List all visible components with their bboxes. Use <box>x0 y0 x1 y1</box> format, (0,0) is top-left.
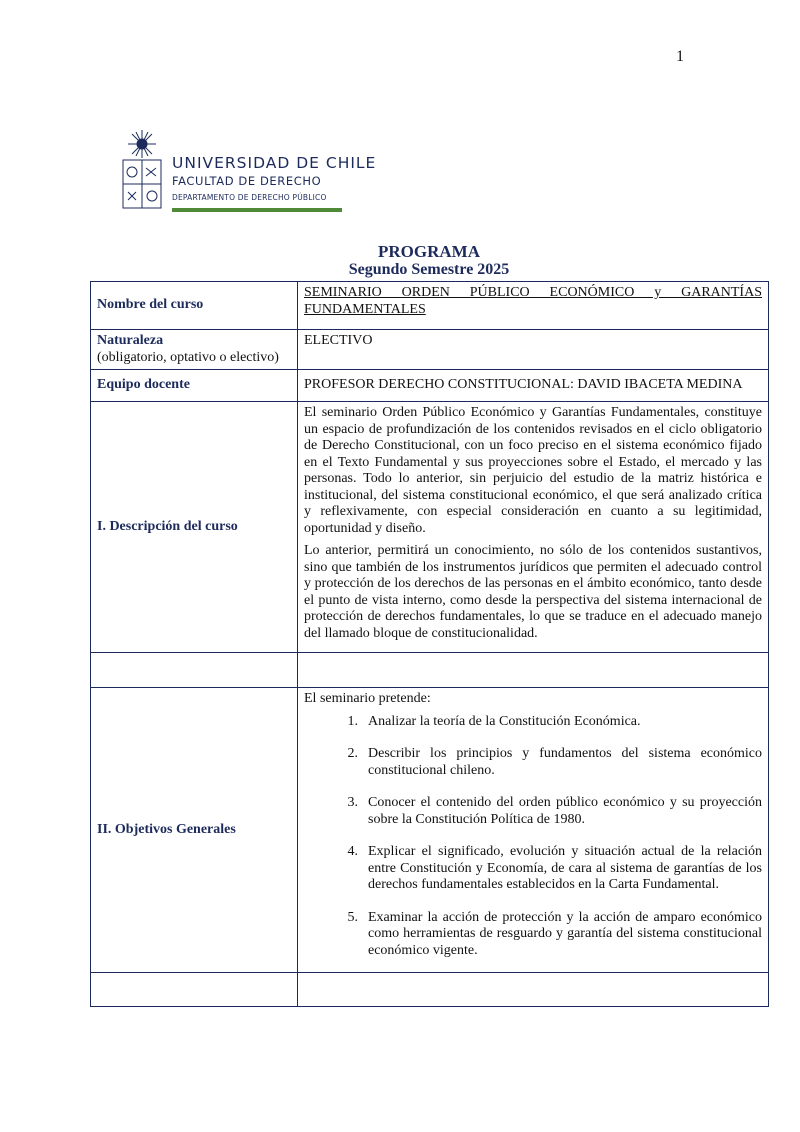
objective-item <box>304 746 762 779</box>
objectives-label: II. Objetivos Generales <box>91 688 298 973</box>
university-crest-icon <box>120 130 168 216</box>
objectives-list <box>304 714 762 960</box>
objective-text: Explicar el significado, evolución y situación actual de la relación entre Constitución y Economía, de cara al sistema de garantías de los derechos fundamentales establecidos en la Carta Fundamental. <box>368 844 762 892</box>
logo-faculty-name: FACULTAD DE DERECHO <box>172 174 322 188</box>
empty-cell <box>91 973 298 1007</box>
objective-text: Conocer el contenido del orden público económico y su proyección sobre la Constitución Política de 1980. <box>368 795 762 827</box>
objective-item <box>304 910 762 960</box>
page-number: 1 <box>676 48 684 65</box>
objective-number: 5. <box>347 909 358 925</box>
row-objectives <box>91 688 769 973</box>
course-name-label: Nombre del curso <box>91 282 298 330</box>
objective-number: 1. <box>347 713 358 729</box>
description-paragraph-2: Lo anterior, permitirá un conocimiento, no sólo de los contenidos sustantivos, sino que también de los instrumentos jurídicos que permiten el adecuado control y protección de los derechos de las personas en el ámbito económico, tanto desde el punto de vista interno, como desde la perspectiva del sistema internacional de protección de derechos fundamentales, lo que se traduce en el adecuado manejo del llamado bloque de constitucionalidad. <box>304 543 762 641</box>
objectives-value <box>298 688 769 973</box>
objective-item <box>304 844 762 894</box>
objective-item <box>304 714 762 731</box>
objective-text: Describir los principios y fundamentos del sistema económico constitucional chileno. <box>368 746 762 778</box>
row-description <box>91 402 769 653</box>
objective-number: 3. <box>347 795 358 810</box>
document-subtitle: Segundo Semestre 2025 <box>348 261 510 278</box>
row-empty-1 <box>91 653 769 688</box>
course-name-value <box>298 282 769 330</box>
nature-label-cell <box>91 330 298 370</box>
description-label: I. Descripción del curso <box>91 402 298 653</box>
objective-text: Analizar la teoría de la Constitución Económica. <box>368 713 641 729</box>
logo-department-name: DEPARTAMENTO DE DERECHO PÚBLICO <box>172 193 327 202</box>
objective-number: 2. <box>347 746 358 761</box>
objectives-intro: El seminario pretende: <box>304 691 431 706</box>
course-name-text: SEMINARIO ORDEN PÚBLICO ECONÓMICO y GARANTÍAS FUNDAMENTALES <box>304 285 762 317</box>
team-value: PROFESOR DERECHO CONSTITUCIONAL: DAVID IBACETA MEDINA <box>298 370 769 402</box>
row-empty-2 <box>91 973 769 1007</box>
description-value <box>298 402 769 653</box>
description-paragraph-1: El seminario Orden Público Económico y Garantías Fundamentales, constituye un espacio de profundización de los contenidos revisados en el ciclo obligatorio de Derecho Constitucional, con un foco preciso en el sistema económico fijado en el Texto Fundamental y sus proyecciones sobre el Estado, el mercado y las personas. Todo lo anterior, sin perjuicio del estudio de la matriz histórica e institucional, del sistema constitucional económico, el que será analizado crítica y reflexivamente, con especial consideración en cuanto a su legitimidad, oportunidad y diseño. <box>304 405 762 536</box>
objective-text: Examinar la acción de protección y la acción de amparo económico como herramientas de resguardo y garantía del sistema constitucional económico vigente. <box>368 909 762 958</box>
university-logo <box>120 130 377 216</box>
objective-item <box>304 795 762 828</box>
row-team <box>91 370 769 402</box>
empty-cell <box>298 653 769 688</box>
objective-number: 4. <box>347 844 358 859</box>
document-title: PROGRAMA <box>378 242 480 261</box>
nature-label: Naturaleza <box>97 333 164 348</box>
nature-value: ELECTIVO <box>298 330 769 370</box>
empty-cell <box>91 653 298 688</box>
nature-sublabel: (obligatorio, optativo o electivo) <box>97 349 279 365</box>
logo-university-name: UNIVERSIDAD DE CHILE <box>172 154 377 172</box>
logo-accent-bar <box>172 208 342 212</box>
program-table <box>90 281 769 1007</box>
empty-cell <box>298 973 769 1007</box>
team-label: Equipo docente <box>91 370 298 402</box>
row-nature <box>91 330 769 370</box>
row-course-name <box>91 282 769 330</box>
